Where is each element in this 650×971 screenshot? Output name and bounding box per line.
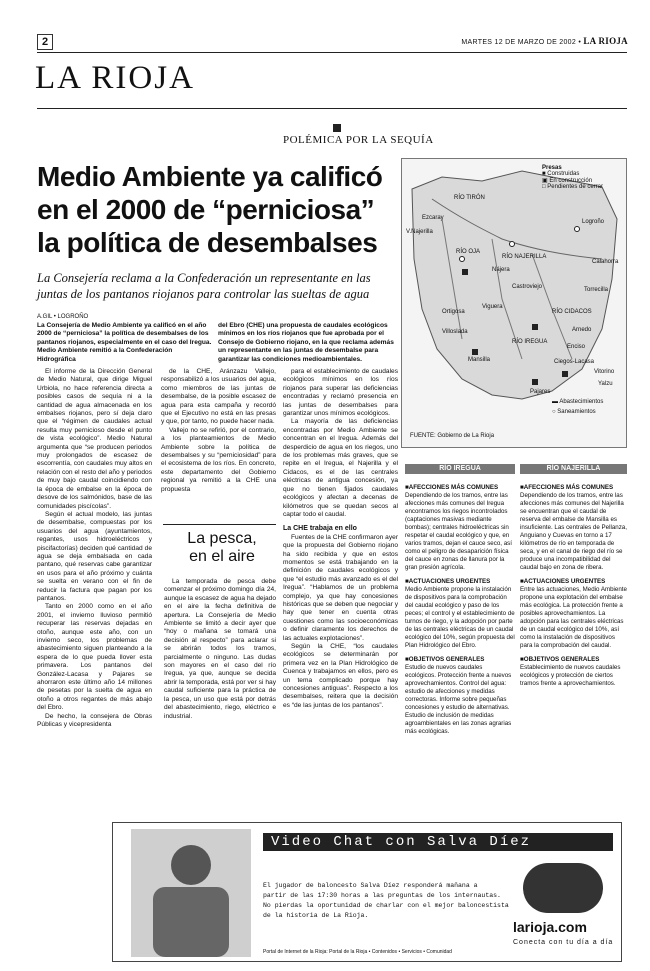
brand-rule — [37, 108, 627, 109]
map-label: Pajares — [530, 389, 551, 395]
headline — [37, 160, 397, 259]
box-title — [177, 530, 267, 566]
info-column-najerilla — [520, 478, 627, 688]
box-text — [164, 578, 276, 721]
dam-marker — [462, 269, 468, 275]
column-subhead: La CHE trabaja en ello — [283, 525, 357, 533]
town-marker — [460, 257, 465, 262]
legend-building: ▣ En construcción — [542, 178, 593, 184]
ad-text — [263, 881, 513, 921]
info-subhead: ■ OBJETIVOS GENERALES — [520, 656, 627, 664]
map-label: V.Najerilla — [406, 229, 433, 235]
paragraph: Vallejo no se refirió, por el contrario, a los planteamientos de Medio Ambiente sobre la política de desembalses y su “perniciosidad” para el ecosistema de los ríos. En concreto, este departamento del Gobierno regional ya remitió a la CHE una propuesta — [161, 426, 276, 493]
ad-logo[interactable]: larioja.com — [513, 919, 587, 935]
headline-line-3: la política de desembalses — [37, 227, 378, 258]
map-label: Calahorra — [592, 259, 619, 265]
paragraph: El informe de la Dirección General de Medio Natural, que dirige Miguel Urbiola, no hace referencia directa a posibles casos de sequía ni a la cantidad de agua almacenada en los embalses riojanos, pero sí deja claro que el “régimen de caudales actual resulta muy pernicioso desde el punto de vista ecológico”. Medio Natural argumenta que “se producen periodos muy prolongados de escasez de escorrentía, con caudales muy altos en relación con el resto del año y periodos de muy bajo caudal coincidiendo con la época de embalse en la época de desove de los salmónidos, base de las comunidades piscícolas”. — [37, 368, 152, 510]
map-label: Villoslada — [442, 329, 468, 335]
legend-sanitation: ○ Saneamientos — [552, 409, 596, 415]
info-subhead: ■ OBJETIVOS GENERALES — [405, 656, 515, 664]
paragraph: Según la CHE, “los caudales ecológicos se determinarán por primera vez en la Plan Hidrológico de Cuenca y trabajamos en ellos, pero es un tema complicado porque hay concesiones antiguas”. Respecto a los desembalses, reitera que la decisión es “de las juntas de los pantanos”. — [283, 643, 398, 709]
box-title-line-1: La pesca, — [187, 530, 257, 547]
map-label: Arnedo — [572, 327, 592, 333]
info-text: Dependiendo de los tramos, entre las afecciones más comunes del Iregua encontramos los riegos incontrolados (captaciones masivas mediante bombas); centrales hidroeléctricas sin respetar el caudal ecológico y que, en varios tramos, dejan el cauce seco, así como el peligro de desaparición física del cauce en zonas de llanura por la gran presión agrícola. — [405, 492, 512, 571]
info-head-najerilla: RÍO NAJERILLA — [520, 464, 627, 474]
body-column-2 — [161, 368, 276, 494]
player-silhouette — [131, 829, 251, 957]
section-mark — [333, 124, 341, 132]
paragraph: De hecho, la consejera de Obras Públicas y vicepresidenta — [37, 712, 152, 729]
map-label: RÍO OJA — [456, 249, 481, 255]
legend-title: Presas — [542, 165, 562, 171]
map-label: Castroviejo — [512, 284, 543, 290]
map-label: Viguera — [482, 304, 503, 310]
info-subhead: ■ ACTUACIONES URGENTES — [405, 578, 515, 586]
ad-slogan: Conecta con tu día a día — [513, 939, 614, 946]
box-title-line-2: en el aire — [189, 548, 255, 565]
lead-paragraph-2: del Ebro (CHE) una propuesta de caudales ecológicos mínimos en los ríos riojanos que fue aprobada por el Consejo de Gobierno riojano, en la que reclama además un representante en las juntas de desembalse para garantizar las condiciones medioambientales. — [218, 322, 394, 363]
map-graphic — [401, 158, 627, 448]
dam-marker — [532, 324, 538, 330]
player-photo — [131, 829, 251, 957]
paragraph: La mayoría de las deficiencias encontradas por Medio Ambiente se concentran en el Iregua. Además del desperdicio de agua en los riegos, uno de los problemas más graves, que se repite en el Iregua, el Najerilla y el Cidacos, es el de las centrales eléctricas de antigua concesión, ya que no tienen fijados caudales ecológicos y afectan a decenas de kilómetros que se quedan secos al captar todo el caudal. — [283, 418, 398, 518]
newspaper-name: LA RIOJA — [583, 36, 628, 46]
info-text: Establecimiento de nuevos caudales ecológicos y protección de ciertos tramos frente a aprovechamientos. — [520, 664, 621, 687]
map-label: Mansilla — [468, 357, 491, 363]
map-label: Vitorino — [594, 369, 615, 375]
map-label: RÍO CIDACOS — [552, 309, 592, 315]
map-label: Enciso — [567, 344, 586, 350]
section-title: POLÉMICA POR LA SEQUÍA — [283, 134, 434, 146]
headline-line-2: en el 2000 de “perniciosa” — [37, 194, 375, 225]
map-label: RÍO NAJERILLA — [502, 254, 547, 260]
map-source: FUENTE: Gobierno de La Rioja — [410, 433, 495, 439]
info-subhead: ■ AFECCIONES MÁS COMUNES — [520, 484, 627, 492]
dam-marker — [562, 371, 568, 377]
map-label: Torrecilla — [584, 287, 609, 293]
dam-marker — [472, 349, 478, 355]
legend-supply: ▬ Abastecimientos — [552, 399, 604, 405]
box-rule — [163, 524, 276, 525]
headline-line-1: Medio Ambiente ya calificó — [37, 161, 383, 192]
map-label: Logroño — [582, 219, 605, 225]
ad-line: partir de las 17:30 horas a las preguntas de los internautas. — [263, 892, 501, 899]
date: MARTES 12 DE MARZO DE 2002 — [461, 39, 577, 46]
advertisement[interactable] — [112, 822, 622, 962]
map-label: RÍO IREGUA — [512, 339, 548, 345]
info-text: Medio Ambiente propone la instalación de dispositivos para la comprobación del caudal ecológico y paso de los peces; el control y el establecimiento de turnos de riego, y la adopción por parte de las centrales eléctricas de un caudal ecológico del 10%, según propuesta del Plan Hidrológico del Ebro. — [405, 586, 515, 649]
paragraph: Según el actual modelo, las juntas de desembalse, compuestas por los usuarios del agua (ayuntamientos, regantes, usos hidroeléctricos y piscifactorías) deciden qué cantidad de agua se deja embalsada en cada pantano, qué reservas cabe garantizar en usos para el año próximo y cuánta se suelta en verano con el fin de reducir la factura que pagan por los pantanos. — [37, 510, 152, 602]
map-label: Nájera — [492, 267, 510, 273]
map-label: Ciegos-Lacasa — [554, 359, 595, 365]
ad-line: de la historia de La Rioja. — [263, 912, 369, 919]
lead-paragraph-1: La Consejería de Medio Ambiente ya calificó en el año 2000 de “perniciosa” la política de desembalses de los pantanos riojanos, especialmente en el caso del Iregua. Medio Ambiente remitió a la Confederación Hidrográfica — [37, 322, 212, 363]
info-text: Estudio de nuevos caudales ecológicos. Protección frente a nuevos aprovechamientos. Control del agua: estudio de afecciones y medidas correctoras. Informe sobre pequeñas concesiones y estudio de alternativas. Estudio de inclusión de medidas agroambientales en las zonas agrarias más ecológicas. — [405, 664, 512, 735]
body-column-1 — [37, 368, 152, 729]
map-label: Ortigosa — [442, 309, 465, 315]
subheadline: La Consejería reclama a la Confederación un representante en las juntas de los pantanos riojanos para controlar las sueltas de agua — [37, 271, 371, 301]
info-column-iregua — [405, 478, 515, 736]
paragraph: Fuentes de la CHE confirmaron ayer que la propuesta del Gobierno riojano ha sido recibida y que en estos momentos se está trabajando en la definición de caudales ecológicos y que “el estudio más avanzado es el del Iregua”. “Hablamos de un problema complejo, ya que hay concesiones históricas que se deben que negociar y hay que tener en cuenta otras cuestiones como las socioeconómicas o definir claramente los derechos de las actuales explotaciones”. — [283, 533, 399, 642]
ad-title: Video Chat con Salva Díez — [263, 833, 613, 851]
paragraph: para el establecimiento de caudales ecológicos mínimos en los ríos riojanos para superar las deficiencias encontradas y reclamó presencia en las juntas de desembalses para garantizar unos mínimos ecológicos. — [283, 368, 398, 418]
map-label: Ezcaray — [422, 215, 444, 221]
webcam-icon — [523, 863, 603, 913]
dam-marker — [532, 379, 538, 385]
legend-built: ■ Construidas — [542, 171, 580, 177]
ad-footer: Portal de Internet de la Rioja: Portal de la Rioja • Contenidos • Servicios • Comunidad — [263, 949, 452, 955]
header-rule — [37, 52, 627, 53]
paragraph: de la CHE, Aránzazu Vallejo, responsabilizó a los usuarios del agua, como miembros de las juntas de desembalse, de la posible escasez de agua para esta campaña y recordó que el Ejecutivo no está en las presas y que, por tanto, no puede hacer nada. — [161, 368, 276, 426]
dateline: MARTES 12 DE MARZO DE 2002 • LA RIOJA — [461, 36, 628, 46]
info-head-iregua: RÍO IREGUA — [405, 464, 515, 474]
paragraph: La temporada de pesca debe comenzar el próximo domingo día 24, aunque la escasez de agua ha dejado en el aire la fecha definitiva de apertura. La Consejería de Medio Ambiente se limitó a decir ayer que “hoy o mañana se tomará una decisión al respecto” para aclarar si se abrirán todos los tramos, parcialmente o ninguno. Las dudas son mayores en el caso del río Iregua, ya que, aunque se decida abrir la temporada, está por ver si hay caudal suficiente para la práctica de la pesca, un uso que está por detrás del abastecimiento, riego, eléctrico e industrial. — [164, 578, 276, 720]
section-brand: LA RIOJA — [35, 60, 195, 96]
paragraph: Tanto en 2000 como en el año 2001, el invierno lluvioso permitió recuperar las reservas dejadas en otoño, aunque este año, con un invierno seco, los problemas de abastecimiento siguen planteando a la espera de lo que pueda llover esta primavera. Los pantanos del González-Lacasa y Pajares se ahorraron este último año 14 millones de pesetas por la suelta de agua en otoño a otros regantes de más abajo del Ebro. — [37, 603, 152, 712]
page-number: 2 — [37, 34, 53, 50]
town-marker — [510, 242, 515, 247]
info-text: Dependiendo de los tramos, entre las afecciones más comunes del Najerilla se encuentran que el caudal de reserva del embalse de Mansilla es insuficiente. Las centrales de Pellanza, Anguiano y Cuevas en torno a 17 kilómetros de río en temporada de seca, y en el canal de riego del río se produce una incompatibilidad del caudal bajo en zona de ribera. — [520, 492, 627, 571]
legend-pending: □ Pendientes de cerrar — [542, 184, 603, 190]
body-column-3 — [283, 368, 398, 710]
town-marker — [575, 227, 580, 232]
info-subhead: ■ AFECCIONES MÁS COMUNES — [405, 484, 515, 492]
ad-line: No pierdas la oportunidad de charlar con el mejor baloncestista — [263, 902, 509, 909]
ad-line: El jugador de baloncesto Salva Díez responderá mañana a — [263, 882, 478, 889]
info-subhead: ■ ACTUACIONES URGENTES — [520, 578, 627, 586]
map-label: Yalzu — [598, 381, 613, 387]
info-text: Entre las actuaciones, Medio Ambiente propone una explotación del embalse más ecológica. La protección frente a posibles aprovechamientos. La adopción para las centrales eléctricas de un caudal ecológico del 10%, así como la instalación de dispositivos para la comprobación del caudal. — [520, 586, 627, 649]
map-label: RÍO TIRÓN — [454, 195, 485, 201]
byline: A.GIL • LOGROÑO — [37, 314, 89, 320]
map-legend — [542, 165, 626, 190]
